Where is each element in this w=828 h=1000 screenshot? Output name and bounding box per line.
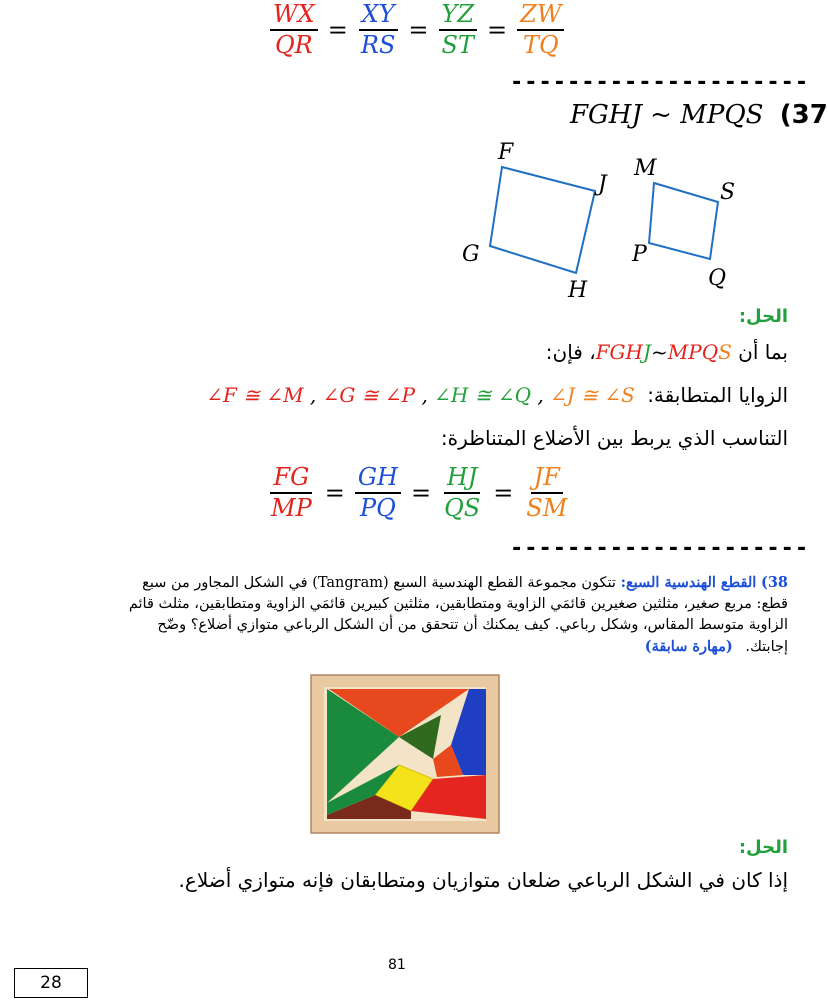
- quadrilateral-fghj: [490, 167, 595, 273]
- vertex-label-j: J: [598, 172, 607, 197]
- vertex-label-g: G: [462, 242, 480, 267]
- problem38-title: القطع الهندسية السبع:: [620, 574, 757, 591]
- equals-sign: =: [487, 16, 508, 45]
- equals-sign: =: [327, 16, 348, 45]
- ratio-numerator: WX: [270, 2, 318, 31]
- ratio-numerator: FG: [270, 465, 312, 494]
- skill-tag: (مهارة سابقة): [644, 638, 733, 655]
- angle-list: ∠F ≅ ∠M , ∠G ≅ ∠P , ∠H ≅ ∠Q , ∠J ≅ ∠S: [206, 383, 635, 407]
- ratio-numerator: GH: [355, 465, 401, 494]
- ratio-wx-qr: [270, 2, 318, 58]
- page-number-center: 81: [388, 957, 406, 973]
- proportion-equation: [268, 465, 570, 521]
- angle: ∠G: [322, 383, 356, 407]
- ratio-fg-mp: [268, 465, 315, 521]
- vertex-label-f: F: [498, 140, 514, 165]
- angle: ∠J: [550, 383, 575, 407]
- ratio-denominator: QS: [444, 494, 481, 523]
- ratio-denominator: TQ: [522, 31, 559, 60]
- ratio-denominator: ST: [441, 31, 474, 60]
- angles-label: الزوايا المتطابقة:: [647, 383, 788, 407]
- problem38-text: [8, 572, 788, 658]
- problem38-text-line: إجابتك.: [745, 639, 788, 655]
- solution-heading-38: الحل:: [738, 837, 788, 858]
- ratio-numerator: JF: [531, 465, 563, 494]
- ratio-numerator: YZ: [439, 2, 478, 31]
- ratio-yz-st: [439, 2, 478, 58]
- ratio-denominator: RS: [360, 31, 396, 60]
- similarity-suffix: ، فإن:: [545, 340, 596, 364]
- congruent-sign: ≅: [361, 383, 379, 407]
- ratio-gh-pq: [355, 465, 401, 521]
- angle: ∠P: [384, 383, 416, 407]
- problem38-text-line: الزاوية متوسط المقاس، وشكل رباعي. كيف يمكنك أن تتحقق من أن الشكل الرباعي متوازي أضلاع؟ وضّح: [157, 617, 788, 633]
- vertex-label-s: S: [720, 180, 736, 205]
- ratio-xy-rs: [358, 2, 399, 58]
- ratio-jf-sm: [523, 465, 570, 521]
- congruent-sign: ≅: [581, 383, 598, 407]
- vertex-label-m: M: [634, 156, 657, 181]
- top-ratio: [270, 2, 564, 58]
- vertex-label-p: P: [632, 242, 647, 267]
- separator-2: ---------------------: [510, 536, 810, 561]
- angle-pair: [206, 383, 303, 407]
- angle-pair: [323, 383, 415, 407]
- similarity-prefix: بما أن: [731, 340, 788, 364]
- vertex-label-h: H: [568, 278, 588, 303]
- congruent-sign: ≅: [243, 383, 260, 407]
- angle-pair: [434, 383, 531, 407]
- equals-sign: =: [410, 479, 432, 508]
- problem37-header: [570, 100, 828, 130]
- similarity-statement: [596, 340, 732, 364]
- angle-pair: [550, 383, 635, 407]
- tangram-image: [311, 675, 499, 833]
- problem38-text-line: تتكون مجموعة القطع الهندسية السبع (Tangram) في الشكل المجاور من سبع: [142, 575, 616, 591]
- proportion-label: التناسب الذي يربط بين الأضلاع المتناظرة:: [440, 426, 788, 450]
- ratio-numerator: ZW: [517, 2, 564, 31]
- problem38-line-4: [8, 636, 788, 658]
- quadrilateral-mpqs: [649, 183, 718, 259]
- ratio-denominator: MP: [271, 494, 312, 523]
- vertex-label-q: Q: [708, 266, 727, 291]
- angle: ∠H: [434, 383, 469, 407]
- angle: ∠M: [266, 383, 304, 407]
- equals-sign: =: [324, 479, 345, 508]
- ratio-denominator: PQ: [359, 494, 396, 523]
- equals-sign: =: [493, 479, 514, 508]
- ratio-hj-qs: [441, 465, 483, 521]
- similar-quadrilaterals-figure: [460, 135, 760, 305]
- ratio-denominator: QR: [275, 31, 313, 60]
- ratio-numerator: XY: [359, 2, 398, 31]
- similarity-part: MPQ: [667, 340, 719, 364]
- similarity-part: J: [642, 340, 651, 364]
- similarity-part: S: [718, 340, 732, 364]
- angle: ∠Q: [497, 383, 532, 407]
- angle: ∠F: [206, 383, 237, 407]
- problem38-text-line: قطع: مربع صغير، مثلثين صغيرين قائمَي الزاوية ومتطابقين، مثلثين كبيرين قائمَي الزاوية ومتطابقين، مثلث قائم: [128, 596, 788, 612]
- angles-line: [206, 383, 788, 407]
- ratio-zw-tq: [517, 2, 564, 58]
- similarity-part: FGH: [595, 340, 643, 364]
- angle: ∠S: [604, 383, 635, 407]
- separator-1: ---------------------: [510, 70, 810, 95]
- problem38-answer: إذا كان في الشكل الرباعي ضلعان متوازيان ومتطابقان فإنه متوازي أضلاع.: [178, 868, 788, 892]
- problem37-statement: FGHJ ~ MPQS: [570, 100, 764, 130]
- similarity-line: [546, 340, 788, 364]
- congruent-sign: ≅: [474, 383, 492, 407]
- problem38-number: 38): [760, 574, 788, 591]
- ratio-denominator: SM: [526, 494, 568, 523]
- similarity-part: ~: [651, 340, 668, 364]
- problem38-line-1: [8, 572, 788, 594]
- problem37-number: (37: [779, 100, 828, 130]
- page-number: 28: [40, 973, 62, 993]
- solution-heading-37: الحل:: [738, 306, 788, 327]
- ratio-numerator: HJ: [444, 465, 481, 494]
- equals-sign: =: [408, 16, 429, 45]
- page-number-box: [14, 968, 88, 998]
